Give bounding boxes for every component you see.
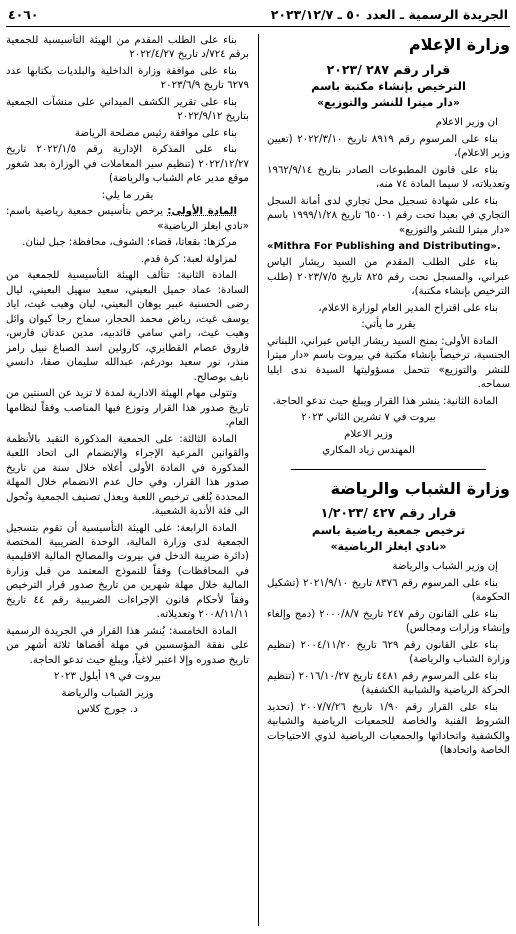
page-number: ٤٠٦٠ bbox=[8, 7, 39, 22]
paragraph: بناء على موافقة رئيس مصلحة الرياضة bbox=[74, 127, 237, 139]
decision-name: «نادي ايغلز الرياضية» bbox=[330, 539, 447, 553]
paragraph: لمزاولة لعبة: كرة قدم. bbox=[140, 253, 237, 265]
ministry-title: وزارة الشباب والرياضة bbox=[330, 478, 510, 498]
article-text: يرخص بتأسيس جمعية رياضية باسم: «نادي ايغلز الرياضية» bbox=[6, 206, 249, 232]
signer-name: د. جورج كلاس bbox=[77, 704, 138, 716]
right-column bbox=[267, 34, 510, 926]
signer-title: وزير الشباب والرياضة bbox=[61, 687, 154, 699]
article: المادة الثالثة: على الجمعية المذكورة التقيد بالأنظمة والقوانين المرعية الإجراء والإنضمام الى اتحاد اللعبة المذكورة في المادة الأولى أعلاه خلال سنة من تاريخ صدور هذا القرار، وفي حال عدم الانضمام خلال المهلة المحددة يُلغى ترخيص اللعبة ويعدل تصنيف الجمعية وتُحول الى فئة الأندية الشعبية. bbox=[6, 433, 249, 518]
decision-subject: الترخيص بإنشاء مكتبة باسم bbox=[311, 79, 466, 94]
article: المادة الأولى: يمنح السيد ريشار الياس عبراني، اللبناني الجنسية، ترخيصاً بإنشاء مكتبة في بيروت باسم «دار ميترا للنشر والتوزيع» تتحمل مسؤوليتها السيدة ندى ايليا سماحه. bbox=[267, 335, 510, 391]
decision-number: قرار رقم ٢٨٧ /٢٠٢٣ bbox=[326, 61, 451, 77]
signer-title: وزير الاعلام bbox=[344, 428, 393, 440]
paragraph: بناء على المرسوم رقم ٤٤٨١ تاريخ ٢٠١٦/١٠/٢٧ (تنظيم الحركة الرياضية والشبابية الكشفية) bbox=[267, 670, 510, 697]
latin-name: «Mithra For Publishing and Distributing». bbox=[267, 241, 501, 253]
signer-name: المهندس زياد المكاري bbox=[322, 445, 415, 457]
paragraph: بناء على المرسوم رقم ٨٩١٩ تاريخ ٢٠٢٢/٣/١٠ (تعيين وزير الاعلام)، bbox=[267, 133, 510, 160]
column-divider bbox=[258, 34, 259, 926]
paragraph: بناء على تقرير الكشف الميداني على منشآت الجمعية بتاريخ ٢٠٢٢/٩/١٢ bbox=[6, 96, 249, 123]
resolves-line: يقرر ما يلي: bbox=[101, 189, 154, 201]
article: المادة الثانية: ينشر هذا القرار ويبلغ حيث تدعو الحاجة. bbox=[272, 395, 498, 407]
article: المادة الرابعة: على الهيئة التأسيسية أن تقوم بتسجيل الجمعية لدى وزارة المالية، الوحدة الضريبية المختصة (دائرة ضريبة الدخل في بيروت والمصالح المالية الاقليمية في المحافظات) وفقاً للنموذج المعتمد من قبل وزارة المالية خلال مهلة شهرين من تاريخ صدور قرار الترخيص وفقاً لأحكام قانون الإجراءات الضريبية رقم ٤٤ تاريخ ٢٠٠٨/١١/١١ وتعديلاته. bbox=[6, 522, 249, 621]
decision-date: بيروت في ١٩ أيلول ٢٠٢٣ bbox=[54, 671, 161, 683]
article: المادة الثانية: تتألف الهيئة التأسيسية للجمعية من السادة: عماد جميل البعيني، سعيد سهيل البعيني، ليال رضى الحسنية عبير يوهان البعيني، ليان وهيب غيث، اياد يوسف غيث، رياض محمد الحجار، سماح رجا كيوان وائل وهيب غيث، رامي سامي قائدبيه، مدين عدنان فارس، فاروق عصام القطايري، كارولين اسد الصباغ نبيل رامز منذر، نور سعيد بودرغم، عبدالله سليمان صفا، دانسي نايف بوصالح. bbox=[6, 270, 249, 383]
page-header bbox=[6, 6, 510, 27]
decision-name: «دار ميترا للنشر والتوزيع» bbox=[316, 95, 461, 109]
decision-subject: ترخيص جمعية رياضية باسم bbox=[311, 523, 466, 538]
paragraph: وتتولى مهام الهيئة الادارية لمدة لا تزيد عن السنتين من تاريخ صدور هذا القرار وتوزع فيها المناصب وفقاً لنظامها العام. bbox=[6, 388, 249, 429]
paragraph: بناء على موافقة وزارة الداخلية والبلديات بكتابها عدد ٦٢٧٩ تاريخ ٢٠٢٣/٦/٩ bbox=[6, 65, 249, 92]
section-divider bbox=[291, 469, 485, 470]
paragraph: بناء على اقتراح المدير العام لوزارة الاعلام، bbox=[318, 302, 498, 314]
paragraph: بناء على القانون رقم ٦٢٩ تاريخ ٢٠٠٤/١١/٢٠ (تنظيم وزارة الشباب والرياضة) bbox=[267, 639, 510, 666]
paragraph: بناء على شهادة تسجيل محل تجاري لدى أمانة السجل التجاري في بعبدا تحت رقم ٦٥٠٠١ تاريخ ١٩٩٩/١/٢٨ باسم «دار ميترا للنشر والتوزيع» bbox=[267, 195, 510, 236]
paragraph: بناء على القانون رقم ٢٤٧ تاريخ ٢٠٠٠/٨/٧ (دمج وإلغاء وإنشاء وزارات ومجالس) bbox=[267, 608, 510, 635]
article: المادة الخامسة: يُنشر هذا القرار في الجريدة الرسمية على نفقة المؤسسين في مهلة أقصاها ثلاثة أشهر من تاريخ صدوره وإلا اعتبر لاغياً، ويبلغ حيث تدعو الحاجة. bbox=[6, 625, 249, 666]
paragraph: بناء على المرسوم رقم ٨٣٧٦ تاريخ ٢٠٢١/٩/١٠ (تشكيل الحكومة) bbox=[267, 577, 510, 604]
resolves-line: يقرر ما يأتي: bbox=[361, 319, 416, 331]
paragraph: بناء على المذكرة الإدارية رقم ٢٠٢٢/١/٥ تاريخ ٢٠٢٢/١٢/٢٧ (تنظيم سير المعاملات في الوزارة بعد شغور موقع مدير عام الشباب والرياضة) bbox=[6, 144, 249, 185]
decision-number: قرار رقم ٤٢٧ /١/٢٠٢٣ bbox=[320, 505, 457, 521]
article bbox=[6, 205, 249, 234]
left-column bbox=[6, 34, 249, 926]
article-label: المادة الأولى: bbox=[167, 206, 237, 218]
ministry-title: وزارة الإعلام bbox=[408, 35, 510, 54]
paragraph: بناء على قانون المطبوعات الصادر بتاريخ ١٩٦٢/٩/١٤ وتعديلاته، لا سيما المادة ٧٤ منه، bbox=[267, 164, 510, 191]
gazette-issue: الجريدة الرسمية ـ العدد ٥٠ ـ ٢٠٢٣/١٢/٧ bbox=[270, 7, 508, 22]
paragraph: ان وزير الاعلام bbox=[435, 117, 498, 129]
paragraph: إن وزير الشباب والرياضة bbox=[392, 561, 498, 573]
paragraph: بناء على الطلب المقدم من الهيئة التأسيسية للجمعية برقم ٧٢٤/د تاريخ ٢٠٢٢/٤/٢٧ bbox=[6, 35, 249, 61]
decision-date: بيروت في ٧ تشرين الثاني ٢٠٢٣ bbox=[301, 412, 436, 424]
paragraph: بناء على الطلب المقدم من السيد ريشار الياس عبراني، والمسجل تحت رقم ٨٢٥ تاريخ ٢٠٢٣/٧/٥ (طلب الترخيص بإنشاء مكتبة)، bbox=[267, 257, 510, 298]
paragraph: مركزها: بقعاتا، قضاء: الشوف، محافظة: جبل لبنان. bbox=[22, 237, 237, 249]
paragraph: بناء على القرار رقم ١/٩٠ تاريخ ٢٠٠٧/٧/٢٦ (تحديد الشروط الفنية والخاصة للجمعيات الرياضية والشبابية والكشفية واتحاداتها والجمعيات الرياضية لذوي الاحتياجات الخاصة واتحادها) bbox=[267, 701, 510, 756]
